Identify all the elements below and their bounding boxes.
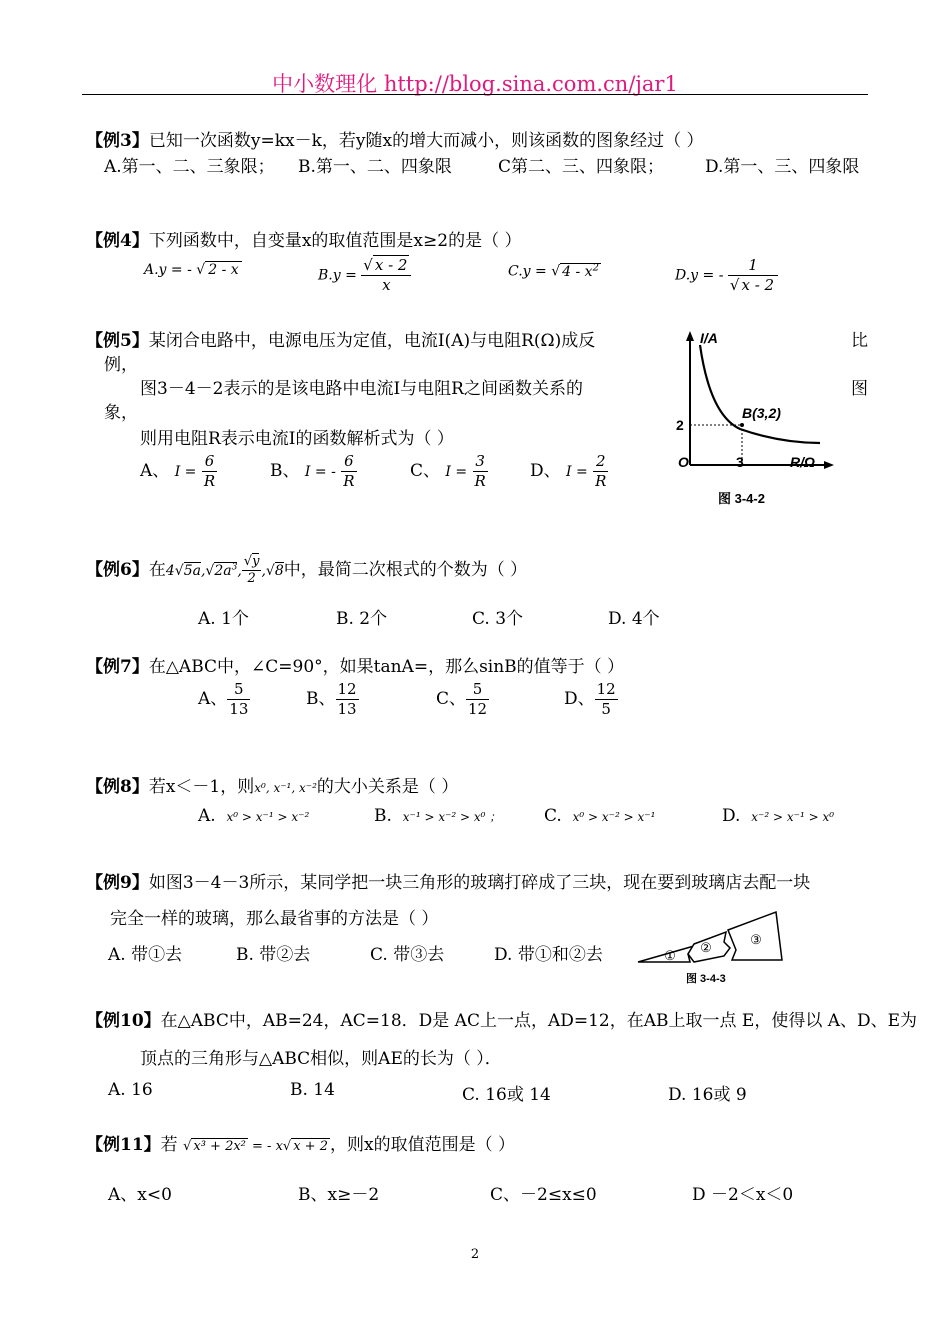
hyperbola-curve bbox=[700, 345, 820, 443]
example-5-line-1: 【例5】某闭合电路中，电源电压为定值，电流I(A)与电阻R(Ω)成反 bbox=[86, 331, 596, 351]
example-5-option-a: A、 I = $\frac{6}{R}$ bbox=[140, 452, 216, 490]
example-6-option-d: D. 4个 bbox=[608, 609, 660, 629]
example-3-option-b: B.第一、二、四象限 bbox=[298, 157, 452, 177]
example-11-option-c: C、－2≤x≤0 bbox=[490, 1185, 597, 1205]
example-4-option-d: D.y = - $\frac{1}{√ x - 2}$ bbox=[675, 256, 778, 295]
example-9-line-1: 【例9】如图3－4－3所示，某同学把一块三角形的玻璃打碎成了三块，现在要到玻璃店去配一块 bbox=[86, 873, 811, 893]
example-3-option-c: C第二、三、四象限； bbox=[498, 157, 665, 177]
point-b bbox=[740, 423, 744, 427]
example-5-tag: 【例5】 bbox=[86, 331, 149, 351]
point-b-label: B(3,2) bbox=[742, 405, 781, 421]
example-7-option-a: A、 $\frac{5}{13}$ bbox=[198, 680, 249, 718]
example-8-tag: 【例8】 bbox=[86, 777, 149, 797]
example-10-option-b: B. 14 bbox=[290, 1080, 335, 1100]
figure-3-4-3-glass bbox=[636, 910, 796, 990]
example-6-option-a: A. 1个 bbox=[198, 609, 249, 629]
example-8-stem: 【例8】若x＜－1，则x⁰, x⁻¹, x⁻²的大小关系是（ ） bbox=[86, 777, 459, 797]
example-5-option-b: B、 I = - $\frac{6}{R}$ bbox=[270, 452, 355, 490]
example-4-stem bbox=[86, 226, 521, 251]
example-6-option-c: C. 3个 bbox=[472, 609, 524, 629]
example-7-option-b: B、 $\frac{12}{13}$ bbox=[306, 680, 357, 718]
figure-3-4-2-graph bbox=[670, 325, 840, 515]
example-8-option-b: B. x⁻¹ > x⁻² > x⁰ ； bbox=[374, 806, 502, 826]
example-11-option-d: D －2＜x＜0 bbox=[692, 1185, 794, 1205]
figure-caption: 图 3-4-3 bbox=[686, 973, 726, 985]
radical-list: $4√5a,√2a^3$, $\frac{√y}{2}$ ,√8 bbox=[165, 554, 284, 587]
example-9-line-2: 完全一样的玻璃，那么最省事的方法是（ ） bbox=[110, 909, 439, 929]
example-7-option-c: C、 $\frac{5}{12}$ bbox=[436, 680, 488, 718]
example-9-option-d: D. 带①和②去 bbox=[494, 945, 603, 965]
header-rule bbox=[82, 94, 868, 95]
y-axis-label: I/A bbox=[700, 330, 718, 346]
example-8-option-c: C. x⁰ > x⁻² > x⁻¹ bbox=[544, 806, 656, 826]
page-header: 中小数理化 http://blog.sina.com.cn/jar1 bbox=[272, 72, 678, 96]
example-5-line-2: 例， bbox=[104, 355, 138, 375]
glass-label-2: ② bbox=[700, 941, 712, 956]
y-axis-arrow bbox=[686, 331, 694, 341]
example-5-line-3: 图3－4－2表示的是该电路中电流I与电阻R之间函数关系的 bbox=[140, 379, 583, 399]
example-9-option-a: A. 带①去 bbox=[108, 945, 183, 965]
example-9-tag: 【例9】 bbox=[86, 873, 149, 893]
example-7-option-d: D、 $\frac{12}{5}$ bbox=[564, 680, 616, 718]
example-6-tag: 【例6】 bbox=[86, 559, 149, 580]
example-4-option-c: C.y = √ $4 - x^2$ bbox=[508, 262, 599, 280]
example-9-option-b: B. 带②去 bbox=[236, 945, 311, 965]
example-3-tag: 【例3】 bbox=[86, 131, 149, 151]
example-3-option-d: D.第一、三、四象限 bbox=[705, 157, 860, 177]
example-8-option-a: A. x⁰ > x⁻¹ > x⁻² bbox=[198, 806, 310, 826]
example-3-option-a: A.第一、二、三象限； bbox=[104, 157, 275, 177]
example-4-tag: 【例4】 bbox=[86, 231, 149, 251]
origin-label: O bbox=[678, 454, 689, 470]
figure-caption: 图 3-4-2 bbox=[718, 491, 765, 506]
example-4-option-b: B.y = $\frac{√ x - 2}{x}$ bbox=[318, 256, 411, 295]
glass-label-3: ③ bbox=[750, 933, 762, 948]
example-6-stem: 【例6】在$4√5a,√2a^3$, $\frac{√y}{2}$ ,√8中，最简二次根式的个数为（ ） bbox=[86, 554, 528, 587]
x-axis-arrow bbox=[824, 461, 834, 469]
example-10-line-2: 顶点的三角形与△ABC相似，则AE的长为（ ）． bbox=[140, 1049, 502, 1069]
glass-label-1: ① bbox=[664, 949, 676, 964]
example-3-stem bbox=[86, 126, 703, 151]
example-6-option-b: B. 2个 bbox=[336, 609, 388, 629]
radicand: 2 - x bbox=[205, 261, 241, 278]
example-11-option-a: A、x<0 bbox=[108, 1185, 172, 1205]
example-4-text: 下列函数中，自变量x的取值范围是x≥2的是（ ） bbox=[148, 231, 522, 251]
example-11-option-b: B、x≥－2 bbox=[298, 1185, 380, 1205]
example-5-line-4: 象， bbox=[104, 403, 138, 423]
example-8-option-d: D. x⁻² > x⁻¹ > x⁰ bbox=[722, 806, 835, 826]
page-number: 2 bbox=[470, 1247, 480, 1262]
y-tick-label: 2 bbox=[676, 417, 684, 433]
example-5-option-d: D、 I = $\frac{2}{R}$ bbox=[530, 452, 607, 490]
example-10-option-d: D. 16或 9 bbox=[668, 1085, 747, 1105]
example-10-option-a: A. 16 bbox=[108, 1080, 153, 1100]
radical-sign: √ bbox=[196, 262, 206, 278]
example-10-option-c: C. 16或 14 bbox=[462, 1085, 551, 1105]
example-5-line-1-end: 比 bbox=[851, 331, 868, 351]
example-11-tag: 【例11】 bbox=[86, 1135, 161, 1155]
x-tick-label: 3 bbox=[736, 454, 744, 470]
example-11-equation: √ x³ + 2x² = - x√ x + 2 bbox=[183, 1139, 328, 1154]
example-10-tag: 【例10】 bbox=[86, 1011, 161, 1031]
example-5-line-5: 则用电阻R表示电流I的函数解析式为（ ） bbox=[140, 429, 454, 449]
example-11-stem: 【例11】若 √ x³ + 2x² = - x√ x + 2 ，则x的取值范围是（ ） bbox=[86, 1135, 515, 1155]
example-10-line-1: 【例10】在△ABC中，AB=24，AC=18．D是 AC上一点，AD=12，在AB上取一点 E，使得以 A、D、E为 bbox=[86, 1011, 918, 1031]
example-5-option-c: C、 I = $\frac{3}{R}$ bbox=[410, 452, 486, 490]
x-axis-label: R/Ω bbox=[790, 454, 815, 470]
example-9-option-c: C. 带③去 bbox=[370, 945, 445, 965]
example-7-tag: 【例7】 bbox=[86, 657, 149, 677]
example-3-text: 已知一次函数y=kx－k，若y随x的增大而减小，则该函数的图象经过（ ） bbox=[148, 131, 704, 151]
example-7-stem: 【例7】在△ABC中，∠C=90°，如果tanA=，那么sinB的值等于（ ） bbox=[86, 657, 625, 677]
example-4-option-a: A.y = - √ 2 - x bbox=[144, 262, 242, 278]
example-5-line-3-end: 图 bbox=[851, 379, 868, 399]
